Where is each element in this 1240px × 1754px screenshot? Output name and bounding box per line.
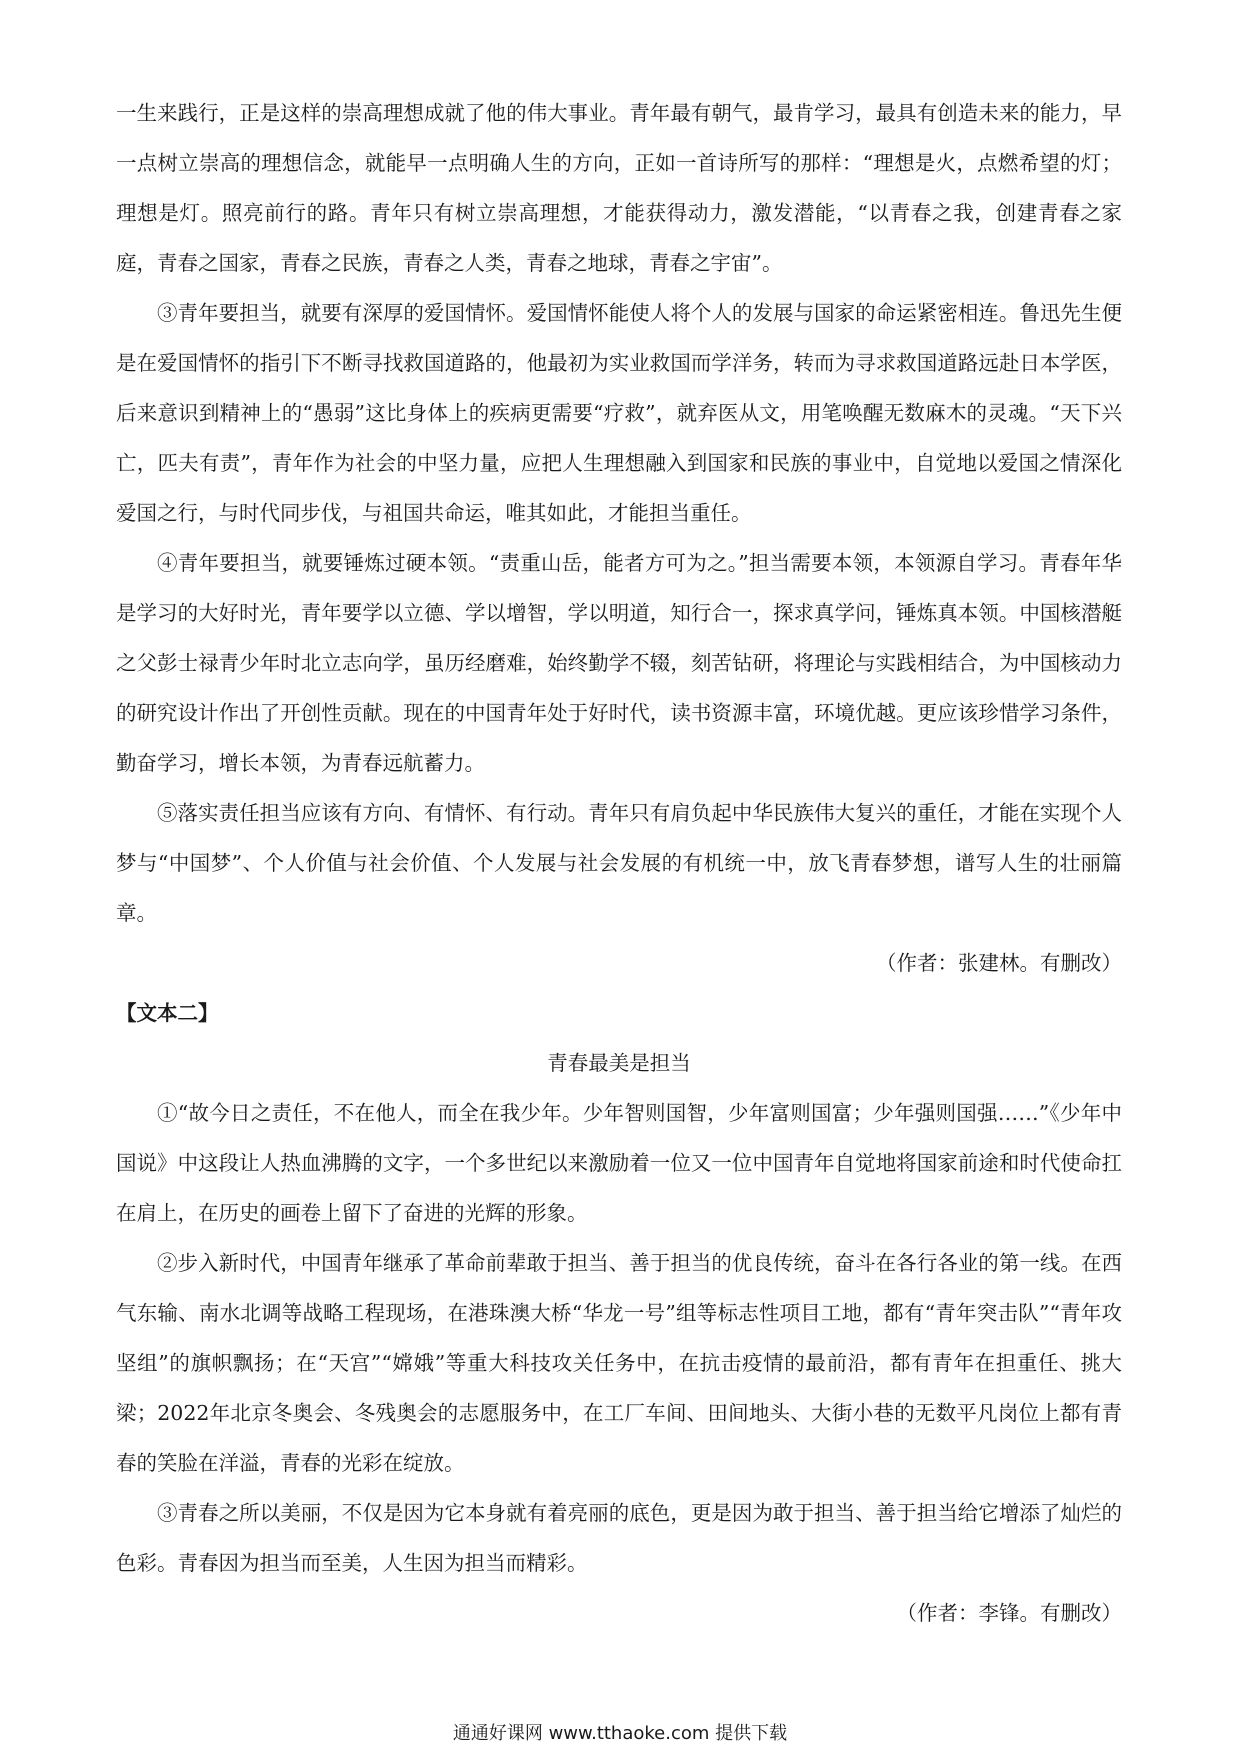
paragraph-continuation: 一生来践行，正是这样的崇高理想成就了他的伟大事业。青年最有朝气，最肯学习，最具有创造未来的能力，早一点树立崇高的理想信念，就能早一点明确人生的方向，正如一首诗所写的那样：“理想是火，点燃希望的灯；理想是灯。照亮前行的路。青年只有树立崇高理想，才能获得动力，激发潜能，“以青春之我，创建青春之家庭，青春之国家，青春之民族，青春之人类，青春之地球，青春之宇宙”。 (116, 101, 1122, 275)
document-page (116, 88, 1122, 1638)
author-credit-2: （作者：李锋。有删改） (896, 1601, 1122, 1625)
paragraph-5: ⑤落实责任担当应该有方向、有情怀、有行动。青年只有肩负起中华民族伟大复兴的重任，才能在实现个人梦与“中国梦”、个人价值与社会价值、个人发展与社会发展的有机统一中，放飞青春梦想，谱写人生的壮丽篇章。 (116, 801, 1122, 925)
section-label-text-two: 【文本二】 (116, 1001, 219, 1025)
text-two-paragraph-2: ②步入新时代，中国青年继承了革命前辈敢于担当、善于担当的优良传统，奋斗在各行各业的第一线。在西气东输、南水北调等战略工程现场，在港珠澳大桥“华龙一号”组等标志性项目工地，都有“青年突击队”“青年攻坚组”的旗帜飘扬；在“天宫”“嫦娥”等重大科技攻关任务中，在抗击疫情的最前沿，都有青年在担重任、挑大梁；2022年北京冬奥会、冬残奥会的志愿服务中，在工厂车间、田间地头、大街小巷的无数平凡岗位上都有青春的笑脸在洋溢，青春的光彩在绽放。 (116, 1251, 1122, 1475)
text-two-paragraph-1: ①“故今日之责任，不在他人，而全在我少年。少年智则国智，少年富则国富；少年强则国强……”《少年中国说》中这段让人热血沸腾的文字，一个多世纪以来激励着一位又一位中国青年自觉地将国家前途和时代使命扛在肩上，在历史的画卷上留下了奋进的光辉的形象。 (116, 1101, 1122, 1225)
article-title: 青春最美是担当 (547, 1051, 691, 1075)
paragraph-3: ③青年要担当，就要有深厚的爱国情怀。爱国情怀能使人将个人的发展与国家的命运紧密相连。鲁迅先生便是在爱国情怀的指引下不断寻找救国道路的，他最初为实业救国而学洋务，转而为寻求救国道路远赴日本学医，后来意识到精神上的“愚弱”这比身体上的疾病更需要“疗救”，就弃医从文，用笔唤醒无数麻木的灵魂。“天下兴亡，匹夫有责”，青年作为社会的中坚力量，应把人生理想融入到国家和民族的事业中，自觉地以爱国之情深化爱国之行，与时代同步伐，与祖国共命运，唯其如此，才能担当重任。 (116, 301, 1122, 525)
text-two-paragraph-3: ③青春之所以美丽，不仅是因为它本身就有着亮丽的底色，更是因为敢于担当、善于担当给它增添了灿烂的色彩。青春因为担当而至美，人生因为担当而精彩。 (116, 1501, 1122, 1575)
paragraph-4: ④青年要担当，就要锤炼过硬本领。“责重山岳，能者方可为之。”担当需要本领，本领源自学习。青春年华是学习的大好时光，青年要学以立德、学以增智，学以明道，知行合一，探求真学问，锤炼真本领。中国核潜艇之父彭士禄青少年时北立志向学，虽历经磨难，始终勤学不辍，刻苦钻研，将理论与实践相结合，为中国核动力的研究设计作出了开创性贡献。现在的中国青年处于好时代，读书资源丰富，环境优越。更应该珍惜学习条件，勤奋学习，增长本领，为青春远航蓄力。 (116, 551, 1122, 775)
footer-watermark: 通通好课网 www.tthaoke.com 提供下载 (452, 1723, 788, 1744)
author-credit-1: （作者：张建林。有删改） (876, 951, 1122, 975)
